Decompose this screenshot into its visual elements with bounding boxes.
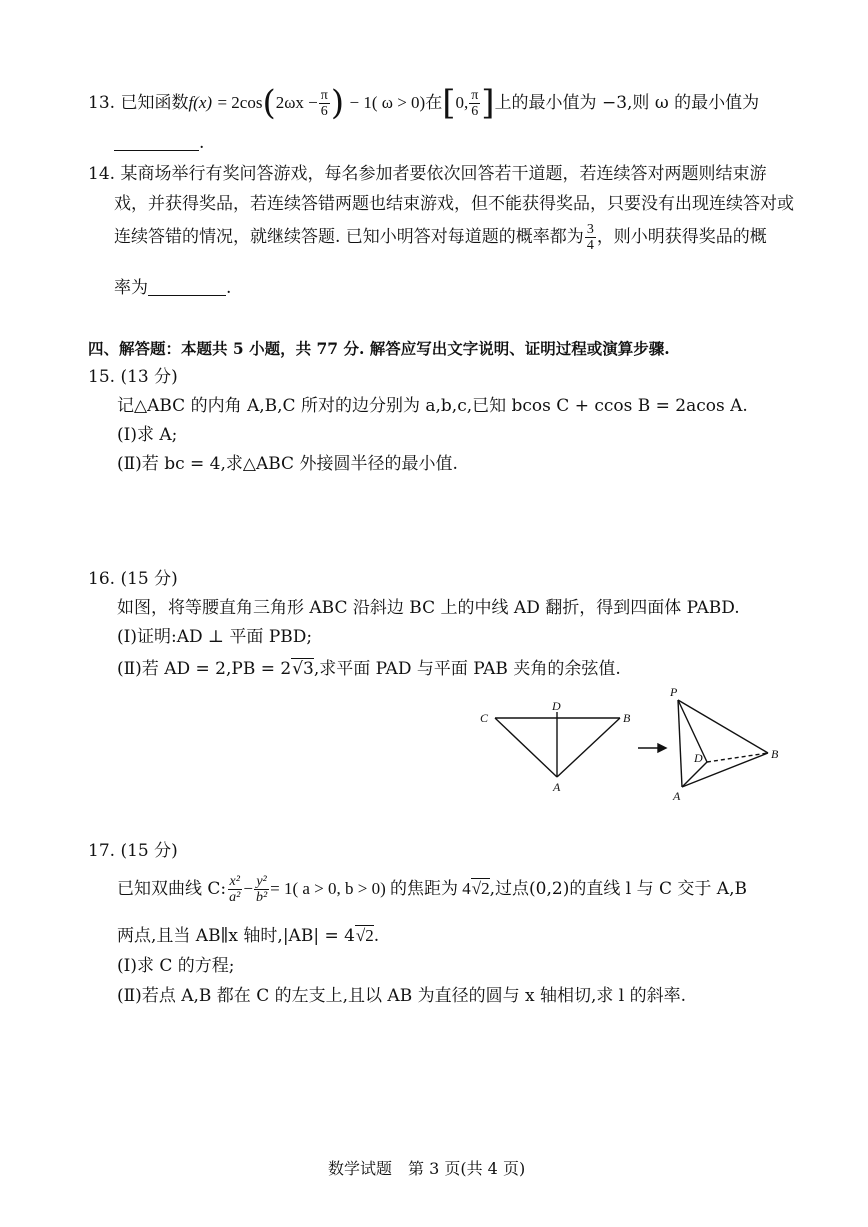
q14-line2: 戏，并获得奖品，若连续答错两题也结束游戏，但不能获得奖品，只要没有出现连续答对或 — [114, 194, 794, 214]
q13-inner: 2ωx − — [275, 93, 318, 112]
q15-part1: (Ⅰ)求 A; — [117, 425, 178, 445]
q14-prob-frac: $\frac{3}{4}$ — [586, 222, 594, 253]
q13-eq: = 2cos — [217, 93, 263, 112]
q14-line4: 率为 . — [114, 278, 232, 298]
q14-number: 14. — [88, 164, 116, 184]
q13-func: f(x) — [188, 93, 213, 112]
q16-stem: 如图，将等腰直角三角形 ABC 沿斜边 BC 上的中线 AD 翻折，得到四面体 PABD. — [117, 598, 740, 618]
q14-answer-blank[interactable] — [148, 279, 226, 296]
q15-stem: 记△ABC 的内角 A,B,C 所对的边分别为 a,b,c,已知 bcos C + ccos B = 2acos A. — [117, 396, 748, 416]
q17-line2: 两点,且当 AB∥x 轴时,|AB| = 4√2. — [117, 926, 380, 946]
fig-left-label-c: C — [480, 711, 489, 725]
q13-tail: 上的最小值为 −3,则 ω 的最小值为 — [494, 93, 760, 113]
q17-part2: (Ⅱ)若点 A,B 都在 C 的左支上,且以 AB 为直径的圆与 x 轴相切,求 l 的斜率. — [117, 986, 687, 1006]
q17-stem: 已知双曲线 C: $\frac{\text{x²}}{\text{a²}}$ − $\frac{\text{y²}}{\text{b²}}$ = 1( a > 0, b > 0) 的焦距为 4√2,过点(0,2)的直线 l 与 C 交于 A,B — [117, 874, 747, 905]
figure-tetrahedron-pabd — [678, 700, 768, 787]
fig-right-label-p: P — [670, 685, 678, 699]
q13-prefix: 已知函数 — [120, 93, 189, 113]
q15-header: 15. (13 分) — [88, 367, 178, 387]
fig-right-label-a: A — [673, 789, 681, 803]
q13-line2: . — [114, 132, 204, 154]
q17-header: 17. (15 分) — [88, 841, 178, 861]
fig-right-label-b: B — [771, 747, 779, 761]
q13-number: 13. — [88, 93, 116, 113]
figure-triangle-abc — [495, 712, 620, 777]
fig-left-label-d: D — [552, 699, 561, 713]
q16-part1: (Ⅰ)证明:AD ⊥ 平面 PBD; — [117, 627, 313, 647]
q16-header: 16. (15 分) — [88, 569, 178, 589]
q15-part2: (Ⅱ)若 bc = 4,求△ABC 外接圆半径的最小值. — [117, 454, 458, 474]
q13-interval-zero: 0, — [455, 93, 469, 112]
fig-left-label-a: A — [553, 780, 561, 794]
fig-right-label-d: D — [694, 751, 703, 765]
q16-figure — [470, 682, 800, 812]
page-footer: 数学试题 第 3 页(共 4 页) — [328, 1159, 526, 1178]
section4-heading: 四、解答题：本题共 5 小题，共 77 分. 解答应写出文字说明、证明过程或演算步骤. — [88, 339, 670, 358]
q13-answer-blank[interactable] — [114, 134, 199, 151]
q17-x-frac: $\frac{\text{x²}}{\text{a²}}$ — [229, 874, 241, 905]
fig-left-label-b: B — [623, 711, 631, 725]
q13-interval-frac: $\frac{\pi}{6}$ — [471, 88, 479, 119]
q16-part2: (Ⅱ)若 AD = 2,PB = 2√3,求平面 PAD 与平面 PAB 夹角的余弦值. — [117, 659, 621, 679]
q13-minus1: − 1 — [349, 93, 372, 112]
arrow-icon — [638, 744, 666, 752]
q17-part1: (Ⅰ)求 C 的方程; — [117, 956, 235, 976]
q13-cond: ( ω > 0) — [371, 93, 426, 112]
q13-line1: 13. 已知函数f(x) = 2cos(2ωx − $\frac{\pi}{6}$ ) − 1( ω > 0)在[0, $\frac{\pi}{6}$ ]上的最小值为 −3,则 ω 的最小值为 — [88, 83, 760, 123]
q17-y-frac: $\frac{\text{y²}}{\text{b²}}$ — [255, 874, 268, 905]
q14-line1: 14. 某商场举行有奖问答游戏，每名参加者要依次回答若干道题，若连续答对两题则结束游 — [88, 164, 767, 184]
q14-line3: 连续答错的情况，就继续答题. 已知小明答对每道题的概率都为 $\frac{3}{4}$ ，则小明获得奖品的概 — [114, 222, 767, 253]
q13-zai: 在 — [425, 93, 443, 113]
q13-pi-frac: $\frac{\pi}{6}$ — [320, 88, 328, 119]
